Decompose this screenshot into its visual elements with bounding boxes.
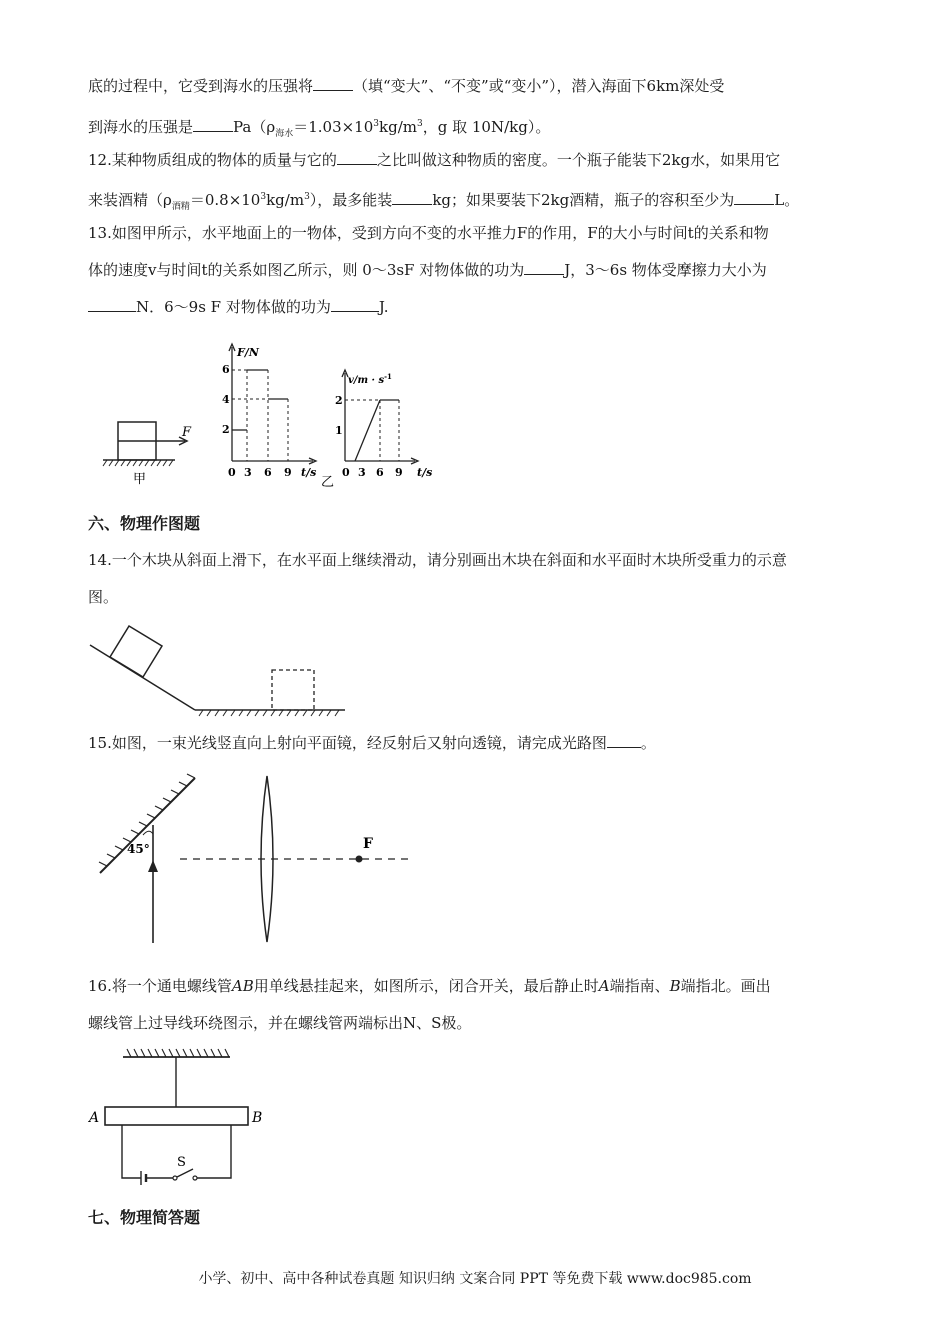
subscript: 海水 bbox=[275, 129, 294, 139]
answer-blank[interactable] bbox=[193, 117, 233, 132]
answer-blank[interactable] bbox=[607, 733, 641, 748]
q11-text: （填“变大”、“不变”或“变小”），潜入海面下6km深处受 bbox=[353, 77, 725, 95]
end-a-label: A bbox=[89, 1110, 100, 1126]
section-six-title: 六、物理作图题 bbox=[88, 514, 201, 533]
q11-text: kg/m bbox=[379, 118, 417, 136]
q16-text: B bbox=[669, 977, 681, 995]
solenoid bbox=[105, 1107, 248, 1125]
arrow-up-icon bbox=[148, 860, 158, 872]
q15-text: 。 bbox=[640, 734, 656, 752]
tick-label: 0 bbox=[228, 466, 236, 479]
switch-lever[interactable] bbox=[177, 1169, 193, 1177]
q16-figure bbox=[85, 1045, 285, 1193]
q12-text: 之比叫做这种物质的密度。一个瓶子能装下2kg水，如果用它 bbox=[376, 151, 781, 169]
figure-v-t-graph bbox=[335, 370, 432, 479]
answer-blank[interactable] bbox=[734, 190, 774, 205]
angle-arc bbox=[143, 831, 153, 835]
q13-line-1 bbox=[88, 223, 769, 243]
v-axis-label: $v/m \cdot s^{-1}$ bbox=[348, 372, 392, 386]
q16-text: 16.将一个通电螺线管 bbox=[88, 977, 232, 995]
q13-text: J. bbox=[378, 298, 389, 316]
tick-label: 6 bbox=[222, 363, 230, 376]
q16-text: 端指南、 bbox=[609, 977, 670, 995]
tick-label: 1 bbox=[335, 424, 343, 437]
t-axis-label: t/s bbox=[301, 466, 317, 479]
q16-text: AB bbox=[231, 977, 254, 995]
superscript: 3 bbox=[373, 119, 380, 129]
force-label: F bbox=[182, 425, 192, 440]
q16-text: 端指北。画出 bbox=[680, 977, 771, 995]
tick-label: 2 bbox=[222, 423, 230, 436]
ground-hatching bbox=[103, 460, 173, 466]
q13-line-3 bbox=[88, 297, 388, 317]
answer-blank[interactable] bbox=[524, 260, 564, 275]
tick-label: 6 bbox=[376, 466, 384, 479]
q11-text: 底的过程中，它受到海水的压强将 bbox=[88, 77, 314, 95]
tick-label: 3 bbox=[244, 466, 252, 479]
q11-line-1 bbox=[88, 76, 724, 96]
page-footer: 小学、初中、高中各种试卷真题 知识归纳 文案合同 PPT 等免费下载 www.doc985.com bbox=[198, 1271, 752, 1287]
wire bbox=[197, 1125, 231, 1178]
q15-text: 15.如图，一束光线竖直向上射向平面镜，经反射后又射向透镜，请完成光路图 bbox=[88, 734, 607, 752]
q12-text: kg/m bbox=[266, 191, 305, 209]
q15-line-1 bbox=[88, 733, 656, 753]
q16-text: 螺线管上过导线环绕图示，并在螺线管两端标出N、S极。 bbox=[88, 1014, 472, 1032]
tick-label: 4 bbox=[222, 393, 230, 406]
ceiling-hatching bbox=[127, 1049, 229, 1057]
tick-label: 2 bbox=[335, 394, 343, 407]
q15-figure bbox=[85, 768, 415, 946]
superscript: 3 bbox=[304, 192, 310, 202]
q11-text: ＝1.03×10 bbox=[293, 118, 374, 136]
q14-line-1 bbox=[88, 550, 787, 570]
q11-text: 到海水的压强是 bbox=[88, 118, 194, 136]
q12-text: ），最多能装 bbox=[309, 191, 393, 209]
q14-text: 14.一个木块从斜面上滑下，在水平面上继续滑动，请分别画出木块在斜面和水平面时木块所受重力的示意 bbox=[88, 551, 787, 569]
figure-jia bbox=[103, 422, 192, 487]
q16-text: A bbox=[598, 977, 610, 995]
block-on-ground bbox=[272, 670, 314, 710]
q11-line-2 bbox=[88, 114, 550, 144]
q11-text: Pa（ρ bbox=[233, 118, 276, 136]
v-segment bbox=[355, 400, 380, 461]
v-guide-lines bbox=[345, 400, 399, 461]
q13-text: J，3～6s 物体受摩擦力大小为 bbox=[564, 261, 767, 279]
q13-figure bbox=[95, 335, 455, 495]
q13-text: 13.如图甲所示，水平地面上的一物体，受到方向不变的水平推力F的作用，F的大小与时间t的关系和物 bbox=[88, 224, 769, 242]
q13-text: 体的速度v与时间t的关系如图乙所示，则 0～3sF 对物体做的功为 bbox=[88, 261, 525, 279]
q12-text: kg；如果要装下2kg酒精，瓶子的容积至少为 bbox=[432, 191, 735, 209]
tick-label: 6 bbox=[264, 466, 272, 479]
answer-blank[interactable] bbox=[313, 76, 353, 91]
q13-line-2 bbox=[88, 260, 767, 280]
q12-text: ＝0.8×10 bbox=[189, 191, 261, 209]
q16-text: 用单线悬挂起来，如图所示，闭合开关，最后静止时 bbox=[253, 977, 599, 995]
q12-text: L。 bbox=[774, 191, 800, 209]
tick-label: 9 bbox=[395, 466, 403, 479]
q14-text: 图。 bbox=[88, 588, 119, 606]
ground-hatching bbox=[199, 710, 339, 716]
q12-line-2 bbox=[88, 187, 799, 217]
t-axis-label: t/s bbox=[417, 466, 433, 479]
tick-label: 3 bbox=[358, 466, 366, 479]
figure-f-t-graph bbox=[222, 344, 334, 490]
q14-figure bbox=[85, 615, 345, 720]
switch-contact bbox=[193, 1176, 197, 1180]
superscript: 3 bbox=[416, 119, 423, 129]
angle-label: 45° bbox=[127, 842, 150, 856]
q14-line-2 bbox=[88, 587, 118, 607]
label-jia: 甲 bbox=[133, 472, 147, 487]
answer-blank[interactable] bbox=[88, 297, 136, 312]
q11-text: ，g 取 10N/kg）。 bbox=[422, 118, 551, 136]
switch-label: S bbox=[177, 1155, 186, 1170]
q12-text: 12.某种物质组成的物体的质量与它的 bbox=[88, 151, 337, 169]
q12-text: 来装酒精（ρ bbox=[88, 191, 172, 209]
q16-line-1 bbox=[88, 976, 771, 996]
answer-blank[interactable] bbox=[392, 190, 432, 205]
f-axis-label: F/N bbox=[237, 346, 259, 359]
label-yi: 乙 bbox=[321, 475, 335, 490]
end-b-label: B bbox=[252, 1110, 263, 1126]
q13-text: N．6～9s F 对物体做的功为 bbox=[136, 298, 331, 316]
q12-line-1 bbox=[88, 150, 780, 170]
focal-point bbox=[356, 856, 363, 863]
answer-blank[interactable] bbox=[331, 297, 379, 312]
focus-label: F bbox=[363, 836, 373, 852]
switch-pivot bbox=[173, 1176, 177, 1180]
block-on-incline bbox=[110, 626, 162, 677]
f-guide-lines bbox=[232, 370, 288, 461]
tick-label: 9 bbox=[284, 466, 292, 479]
section-seven-title: 七、物理简答题 bbox=[88, 1208, 201, 1227]
superscript: 3 bbox=[260, 192, 267, 202]
answer-blank[interactable] bbox=[337, 150, 377, 165]
wire bbox=[122, 1125, 141, 1178]
tick-label: 0 bbox=[342, 466, 350, 479]
q16-line-2 bbox=[88, 1013, 471, 1033]
subscript: 酒精 bbox=[171, 202, 190, 212]
